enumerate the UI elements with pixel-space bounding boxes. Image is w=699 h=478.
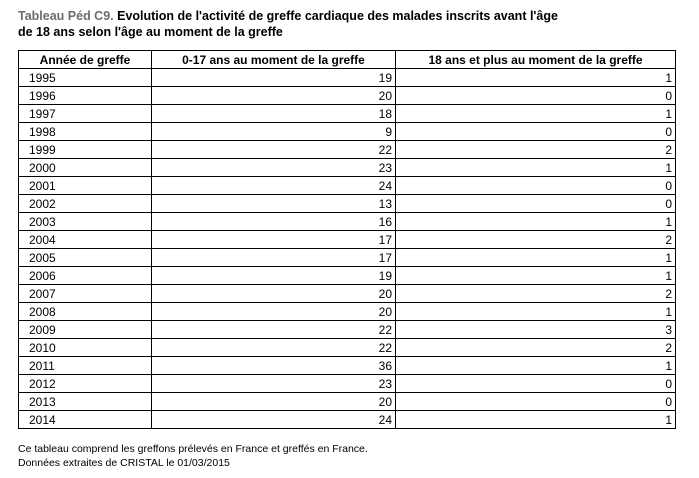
cell-year: 2001 <box>19 177 152 195</box>
column-header-under-18: 0-17 ans au moment de la greffe <box>152 51 396 69</box>
cell-18-plus: 2 <box>396 231 676 249</box>
cell-under-18: 20 <box>152 285 396 303</box>
cell-under-18: 16 <box>152 213 396 231</box>
table-row <box>19 285 676 303</box>
cell-year: 2009 <box>19 321 152 339</box>
table-row <box>19 321 676 339</box>
cell-year: 2013 <box>19 393 152 411</box>
column-header-year: Année de greffe <box>19 51 152 69</box>
cell-under-18: 23 <box>152 375 396 393</box>
cell-year: 2007 <box>19 285 152 303</box>
cell-18-plus: 1 <box>396 69 676 87</box>
table-title-prefix: Tableau Péd C9. <box>18 9 114 23</box>
cell-18-plus: 0 <box>396 87 676 105</box>
cell-under-18: 23 <box>152 159 396 177</box>
cell-18-plus: 1 <box>396 213 676 231</box>
table-row <box>19 159 676 177</box>
cell-18-plus: 0 <box>396 393 676 411</box>
cell-under-18: 17 <box>152 249 396 267</box>
cell-year: 1998 <box>19 123 152 141</box>
footnotes <box>18 442 368 470</box>
column-header-18-plus: 18 ans et plus au moment de la greffe <box>396 51 676 69</box>
cell-year: 2006 <box>19 267 152 285</box>
cell-18-plus: 1 <box>396 357 676 375</box>
cell-under-18: 17 <box>152 231 396 249</box>
table-row <box>19 339 676 357</box>
cell-18-plus: 0 <box>396 195 676 213</box>
cell-year: 2010 <box>19 339 152 357</box>
table-row <box>19 123 676 141</box>
cell-year: 1996 <box>19 87 152 105</box>
cell-18-plus: 1 <box>396 267 676 285</box>
cell-18-plus: 1 <box>396 303 676 321</box>
cell-year: 2004 <box>19 231 152 249</box>
cell-18-plus: 1 <box>396 105 676 123</box>
table-row <box>19 267 676 285</box>
table-title-line2: de 18 ans selon l'âge au moment de la greffe <box>18 25 283 39</box>
cell-under-18: 22 <box>152 339 396 357</box>
cell-year: 2014 <box>19 411 152 429</box>
cell-year: 2012 <box>19 375 152 393</box>
cell-under-18: 9 <box>152 123 396 141</box>
cell-under-18: 24 <box>152 411 396 429</box>
table-row <box>19 393 676 411</box>
table-row <box>19 411 676 429</box>
cell-18-plus: 0 <box>396 177 676 195</box>
cell-18-plus: 3 <box>396 321 676 339</box>
cell-year: 1995 <box>19 69 152 87</box>
table-title-line1: Evolution de l'activité de greffe cardiaque des malades inscrits avant l'âge <box>113 9 558 23</box>
cell-18-plus: 0 <box>396 123 676 141</box>
table-title <box>18 8 678 40</box>
cell-year: 2008 <box>19 303 152 321</box>
cell-under-18: 19 <box>152 69 396 87</box>
cell-under-18: 19 <box>152 267 396 285</box>
cell-year: 2011 <box>19 357 152 375</box>
cell-under-18: 22 <box>152 321 396 339</box>
cell-18-plus: 2 <box>396 339 676 357</box>
table-row <box>19 213 676 231</box>
table-row <box>19 375 676 393</box>
cell-18-plus: 2 <box>396 285 676 303</box>
cell-under-18: 20 <box>152 87 396 105</box>
data-table <box>18 50 676 429</box>
cell-under-18: 20 <box>152 393 396 411</box>
cell-year: 1997 <box>19 105 152 123</box>
table-row <box>19 141 676 159</box>
cell-18-plus: 1 <box>396 159 676 177</box>
table-row <box>19 177 676 195</box>
cell-year: 2005 <box>19 249 152 267</box>
table-row <box>19 303 676 321</box>
cell-year: 2000 <box>19 159 152 177</box>
table-row <box>19 87 676 105</box>
cell-18-plus: 0 <box>396 375 676 393</box>
table-row <box>19 69 676 87</box>
table-row <box>19 357 676 375</box>
cell-under-18: 18 <box>152 105 396 123</box>
table-row <box>19 105 676 123</box>
footnote-source: Données extraites de CRISTAL le 01/03/2015 <box>18 457 230 469</box>
cell-year: 2002 <box>19 195 152 213</box>
table-row <box>19 249 676 267</box>
cell-under-18: 24 <box>152 177 396 195</box>
table-row <box>19 195 676 213</box>
cell-18-plus: 1 <box>396 249 676 267</box>
cell-18-plus: 1 <box>396 411 676 429</box>
table-header-row <box>19 51 676 69</box>
cell-under-18: 22 <box>152 141 396 159</box>
table-body <box>19 69 676 429</box>
cell-18-plus: 2 <box>396 141 676 159</box>
cell-under-18: 36 <box>152 357 396 375</box>
cell-year: 2003 <box>19 213 152 231</box>
cell-under-18: 20 <box>152 303 396 321</box>
cell-under-18: 13 <box>152 195 396 213</box>
footnote-scope: Ce tableau comprend les greffons prélevés en France et greffés en France. <box>18 443 368 455</box>
cell-year: 1999 <box>19 141 152 159</box>
table-row <box>19 231 676 249</box>
